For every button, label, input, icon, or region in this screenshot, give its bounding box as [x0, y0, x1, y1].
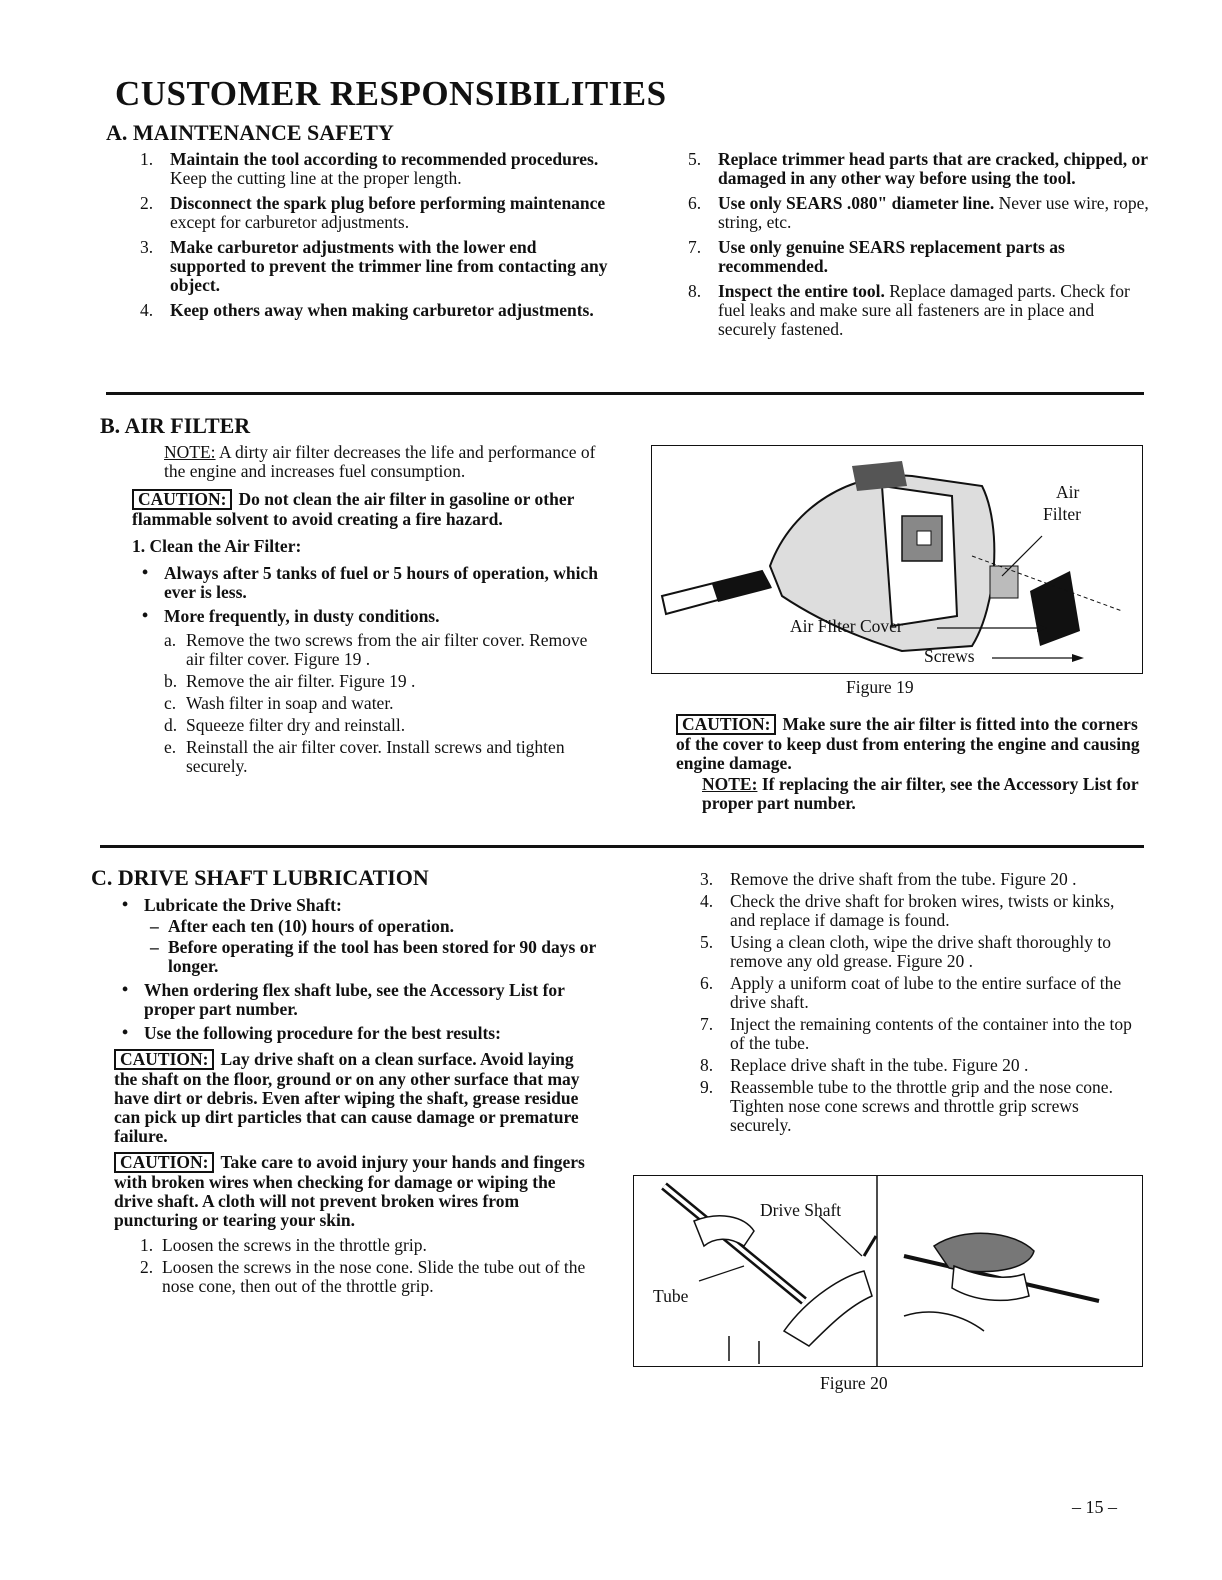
list-item: 1. Loosen the screws in the throttle grip. [140, 1235, 427, 1255]
list-item: 7. Use only genuine SEARS replacement parts as recommended. [688, 237, 1065, 276]
list-item: 5. Using a clean cloth, wipe the drive shaft thoroughly to remove any old grease. Figure 20 . [700, 932, 1112, 971]
caution-label: CAUTION: [114, 1049, 214, 1070]
caution-label: CAUTION: [676, 714, 776, 735]
caution: CAUTION: Do not clean the air filter in gasoline or other flammable solvent to avoid creating a fire hazard. [132, 489, 575, 529]
section-b-right-body [676, 714, 1142, 813]
step-heading: 1. Clean the Air Filter: [132, 536, 302, 556]
section-c-heading: C. DRIVE SHAFT LUBRICATION [91, 865, 429, 890]
list-item: 1. Maintain the tool according to recommended procedures. Keep the cutting line at the proper length. [140, 149, 599, 188]
figure-20 [633, 1175, 1143, 1367]
list-item: 2. Loosen the screws in the nose cone. Slide the tube out of the nose cone, then out of the throttle grip. [140, 1257, 586, 1296]
list-item: 6. Use only SEARS .080" diameter line. Never use wire, rope, string, etc. [688, 193, 1149, 232]
list-item: • More frequently, in dusty conditions. [142, 605, 440, 626]
divider [106, 392, 1144, 395]
list-item: 3. Remove the drive shaft from the tube. Figure 20 . [700, 869, 1077, 889]
list-item: • Always after 5 tanks of fuel or 5 hours of operation, which ever is less. [142, 562, 598, 602]
page-title: CUSTOMER RESPONSIBILITIES [115, 74, 667, 113]
caution: CAUTION: Make sure the air filter is fitted into the corners of the cover to keep dust from entering the engine and causing engine damage. [676, 714, 1140, 773]
note: NOTE: A dirty air filter decreases the life and performance of the engine and increases fuel consumption. [164, 442, 596, 481]
divider [100, 845, 1144, 848]
list-item: b. Remove the air filter. Figure 19 . [164, 671, 416, 691]
caution: CAUTION: Lay drive shaft on a clean surface. Avoid laying the shaft on the floor, ground or on any other surface that may have dirt or debris. Even after wiping the shaft, grease residue can pick up dirt particles that can cause damage or premature failure. [114, 1049, 580, 1146]
list-item: – After each ten (10) hours of operation. [150, 916, 454, 936]
label-screws: Screws [924, 646, 975, 666]
list-item: – Before operating if the tool has been stored for 90 days or longer. [150, 937, 596, 976]
list-item: 5. Replace trimmer head parts that are cracked, chipped, or damaged in any other way before using the tool. [688, 149, 1148, 188]
section-c-right-steps [700, 870, 1142, 1138]
list-item: 4. Check the drive shaft for broken wires, twists or kinks, and replace if damage is found. [700, 891, 1115, 930]
list-item: 4. Keep others away when making carburetor adjustments. [140, 300, 594, 320]
label-filter: Filter [1043, 504, 1081, 524]
figure-20-caption: Figure 20 [820, 1373, 888, 1393]
list-item: e. Reinstall the air filter cover. Install screws and tighten securely. [164, 737, 565, 776]
label-tube: Tube [653, 1286, 689, 1306]
section-b-heading: B. AIR FILTER [100, 413, 251, 438]
section-a-heading: A. MAINTENANCE SAFETY [106, 120, 394, 145]
list-item: 9. Reassemble tube to the throttle grip and the nose cone. Tighten nose cone screws and throttle grip screws securely. [700, 1077, 1113, 1135]
section-b-body [132, 443, 610, 779]
caution-label: CAUTION: [114, 1152, 214, 1173]
list-item: 7. Inject the remaining contents of the container into the top of the tube. [700, 1014, 1132, 1053]
section-a-left-list [140, 150, 615, 326]
list-item: • Lubricate the Drive Shaft: [122, 894, 342, 915]
list-item: • Use the following procedure for the best results: [122, 1022, 501, 1043]
list-item: 3. Make carburetor adjustments with the lower end supported to prevent the trimmer line from contacting any object. [140, 237, 608, 295]
caution: CAUTION: Take care to avoid injury your hands and fingers with broken wires when checking for damage or wiping the drive shaft. A cloth will not prevent broken wires from puncturing or tearing your skin. [114, 1152, 585, 1230]
label-drive-shaft: Drive Shaft [760, 1200, 842, 1220]
list-item: 2. Disconnect the spark plug before performing maintenance except for carburetor adjustments. [140, 193, 606, 232]
figure-19 [651, 445, 1143, 674]
list-item: 8. Inspect the entire tool. Replace damaged parts. Check for fuel leaks and make sure all fasteners are in place and securely fastened. [688, 281, 1130, 339]
note: NOTE: If replacing the air filter, see the Accessory List for proper part number. [702, 774, 1139, 813]
list-item: • When ordering flex shaft lube, see the Accessory List for proper part number. [122, 979, 565, 1019]
caution-label: CAUTION: [132, 489, 232, 510]
list-item: 6. Apply a uniform coat of lube to the entire surface of the drive shaft. [700, 973, 1122, 1012]
trimmer-engine-illustration [652, 446, 1142, 673]
section-c-left-body [114, 896, 596, 1299]
page-number: – 15 – [1072, 1497, 1117, 1517]
figure-19-caption: Figure 19 [846, 677, 914, 697]
label-air-filter-cover: Air Filter Cover [790, 616, 903, 636]
list-item: a. Remove the two screws from the air filter cover. Remove air filter cover. Figure 19 . [164, 630, 588, 669]
section-a-right-list [688, 150, 1150, 345]
list-item: c. Wash filter in soap and water. [164, 693, 394, 713]
list-item: d. Squeeze filter dry and reinstall. [164, 715, 406, 735]
label-air: Air [1056, 482, 1080, 502]
drive-shaft-illustration [634, 1176, 1142, 1366]
list-item: 8. Replace drive shaft in the tube. Figure 20 . [700, 1055, 1029, 1075]
